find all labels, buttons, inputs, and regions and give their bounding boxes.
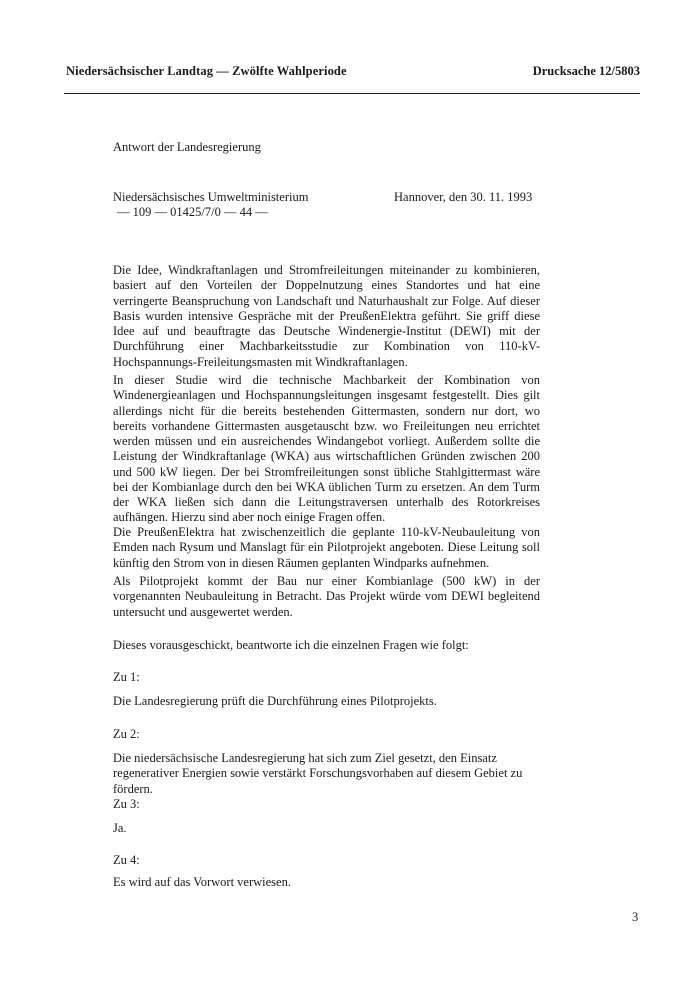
page-number: 3 (632, 910, 639, 924)
answer-label-4: Zu 4: (113, 853, 140, 867)
answer-label-2: Zu 2: (113, 727, 140, 741)
paragraph-preface-answers: Dieses vorausgeschickt, beantworte ich die einzelnen Fragen wie folgt: (113, 638, 469, 652)
ministry-name: Niedersächsisches Umweltministerium (113, 190, 309, 204)
header-divider (64, 93, 640, 94)
answer-label-3: Zu 3: (113, 797, 140, 811)
answer-text-1: Die Landesregierung prüft die Durchführung eines Pilotprojekts. (113, 694, 437, 708)
answer-text-4: Es wird auf das Vorwort verwiesen. (113, 875, 291, 889)
reference-number: — 109 — 01425/7/0 — 44 — (117, 205, 268, 219)
ministry-block (113, 190, 308, 220)
answer-text-3: Ja. (113, 821, 127, 835)
page-header-title: Niedersächsischer Landtag — Zwölfte Wahlperiode (66, 64, 347, 78)
paragraph-intro: Die Idee, Windkraftanlagen und Stromfreileitungen miteinander zu kombinieren, basiert auf den Vorteilen der Doppelnutzung eines Standortes und hat eine verringerte Beanspruchung von Landschaft und Naturhaushalt zur Folge. Auf dieser Basis wurden intensive Gespräche mit der PreußenElektra geführt. Sie griff diese Idee auf und beauftragte das Deutsche Windenergie-Institut (DEWI) mit der Durchführung einer Machbarkeitsstudie zur Kombination von 110-kV-Hochspannungs-Freileitungsmasten mit Windkraftanlagen. (113, 263, 540, 369)
paragraph-pilot-offer: Die PreußenElektra hat zwischenzeitlich die geplante 110-kV-Neubauleitung von Emden nach Rysum und Manslagt für ein Pilotprojekt angeboten. Diese Leitung soll künftig den Strom von in diesen Räumen geplanten Windparks aufnehmen. (113, 525, 540, 570)
paragraph-study: In dieser Studie wird die technische Machbarkeit der Kombination von Windenergieanlagen und Hochspannungsleitungen insgesamt festgestellt. Dies gilt allerdings nicht für die bereits bestehenden Gittermasten, sondern nur dort, wo bereits vorhandene Gittermasten ausgetauscht bzw. wo Freileitungen neu errichtet werden müssen und ein ausreichendes Windangebot vorliegt. Außerdem sollte die Leistung der Windkraftanlage (WKA) aus wirtschaftlichen Gründen zwischen 200 und 500 kW liegen. Der bei Stromfreileitungen sonst übliche Stahlgittermast wäre bei der Kombianlage durch den bei WKA üblichen Turm zu ersetzen. An dem Turm der WKA ließen sich dann die Leitungstraversen unterhalb des Rotorkreises aufhängen. Hierzu sind aber noch einige Fragen offen. (113, 373, 540, 525)
document-number: Drucksache 12/5803 (532, 64, 640, 78)
section-heading: Antwort der Landesregierung (113, 140, 261, 154)
paragraph-pilot-project: Als Pilotprojekt kommt der Bau nur einer Kombianlage (500 kW) in der vorgenannten Neubauleitung in Betracht. Das Projekt würde vom DEWI begleitend untersucht und ausgewertet werden. (113, 574, 540, 619)
place-date: Hannover, den 30. 11. 1993 (394, 190, 533, 204)
answer-text-2: Die niedersächsische Landesregierung hat sich zum Ziel gesetzt, den Einsatz regenerativer Energien sowie verstärkt Forschungsvorhaben auf diesem Gebiet zu fördern. (113, 751, 523, 796)
answer-label-1: Zu 1: (113, 670, 140, 684)
